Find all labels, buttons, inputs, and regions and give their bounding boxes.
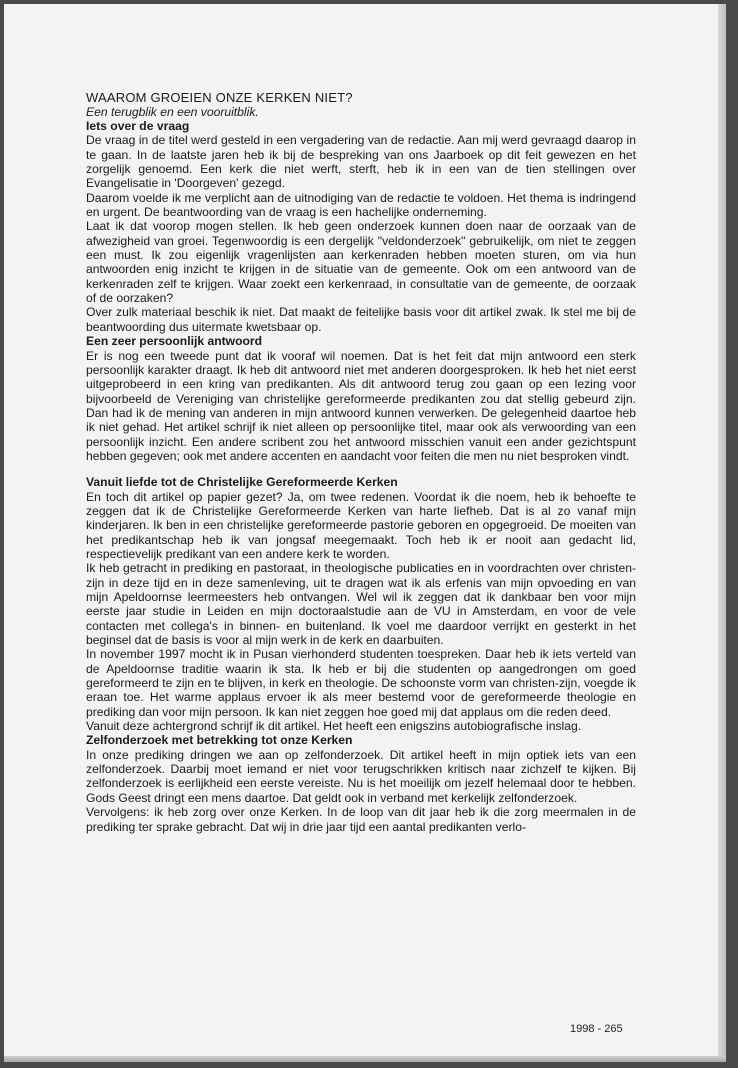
section-3 [86, 475, 636, 733]
paragraph: Laat ik dat voorop mogen stellen. Ik heb geen onderzoek kunnen doen naar de oorzaak van de afwezigheid van groei. Tegenwoordig is een dergelijk "veldonderzoek" gebruikelijk, om niet te zeggen een must. Ik zou eigenlijk vragenlijsten aan kerkenraden hebben moeten sturen, om via hun antwoorden enig inzicht te krijgen in de situatie van de gemeente. Ook om een antwoord van de kerkenraden zelf te krijgen. Waar zoekt een kerkenraad, in consultatie van de gemeente, de oorzaak of de oorzaken? [86, 219, 636, 306]
section-heading: Zelfonderzoek met betrekking tot onze Kerken [86, 733, 353, 748]
section-1 [86, 119, 636, 334]
paragraph: De vraag in de titel werd gesteld in een vergadering van de redactie. Aan mij werd gevraagd daarop in te gaan. In de laatste jaren heb ik bij de bespreking van ons Jaarboek op dit feit gewezen en het zorgelijk genoemd. Een kerk die niet werft, sterft, heb ik in een van de tien stellingen over Evangelisatie in 'Doorgeven' gezegd. [86, 133, 636, 191]
paragraph: Ik heb getracht in prediking en pastoraat, in theologische publicaties en in voordrachten over christen-zijn in deze tijd en in deze samenleving, uit te dragen wat ik als erfenis van mijn opvoeding en van mijn Apeldoornse leermeesters heb ontvangen. Wel wil ik zeggen dat ik dankbaar ben voor mijn eerste jaar studie in Leiden en mijn doctoraalstudie aan de VU in Amsterdam, en voor de vele contacten met collega's in binnen- en buitenland. Ik voel me daardoor verrijkt en gesterkt in het beginsel dat de basis is voor al mijn werk in de kerk en daarbuiten. [86, 561, 636, 648]
document-page [4, 4, 726, 1062]
article-body [86, 90, 636, 834]
section-heading: Iets over de vraag [86, 119, 190, 133]
paragraph: Over zulk materiaal beschik ik niet. Dat maakt de feitelijke basis voor dit artikel zwak. Ik stel me bij de beantwoording dus uitermate kwetsbaar op. [86, 305, 636, 334]
paragraph: In onze prediking dringen we aan op zelfonderzoek. Dit artikel heeft in mijn optiek iets van een zelfonderzoek. Daarbij moet iemand er niet voor terugschrikken kritisch naar zichzelf te kijken. Bij zelfonderzoek is eerlijkheid een eerste vereiste. Nu is het moeilijk om jezelf helemaal door te hebben. Gods Geest dringt een mens daartoe. Dat geldt ook in verband met kerkelijk zelfonderzoek. [86, 747, 636, 805]
article-subtitle: Een terugblik en een vooruitblik. [86, 105, 259, 119]
paragraph: Vanuit deze achtergrond schrijf ik dit artikel. Het heeft een enigszins autobiografische inslag. [86, 719, 582, 734]
section-2 [86, 334, 636, 463]
section-heading: Een zeer persoonlijk antwoord [86, 334, 263, 349]
paragraph: In november 1997 mocht ik in Pusan vierhonderd studenten toespreken. Daar heb ik iets verteld van de Apeldoornse traditie waarin ik sta. Ik heb er bij die studenten op aangedrongen om goed gereformeerd te zijn en te blijven, in kerk en theologie. De schoonste vorm van christen-zijn, voegde ik eraan toe. Het warme applaus ervoer ik als meer bestemd voor de gereformeerde theologie en prediking dan voor mijn persoon. Ik kan niet zeggen hoe goed mij dat applaus om die reden deed. [86, 647, 636, 719]
page-number: 1998 - 265 [570, 1023, 623, 1035]
page-edge-right [718, 4, 726, 1062]
paragraph: Vervolgens: ik heb zorg over onze Kerken. In de loop van dit jaar heb ik die zorg meermalen in de prediking ter sprake gebracht. Dat wij in drie jaar tijd een aantal predikanten verlo- [86, 805, 636, 834]
page-edge-bottom [4, 1056, 726, 1062]
section-4 [86, 733, 636, 833]
article-title: WAAROM GROEIEN ONZE KERKEN NIET? [86, 90, 353, 105]
paragraph: Er is nog een tweede punt dat ik vooraf wil noemen. Dat is het feit dat mijn antwoord een sterk persoonlijk karakter draagt. Ik heb dit antwoord niet met anderen doorgesproken. Ik heb het niet eerst uitgeprobeerd in een kring van predikanten. Als dit antwoord terug zou gaan op een lezing voor bijvoorbeeld de Vereniging van christelijke gereformeerde predikanten zou dat stellig gebeurd zijn. Dan had ik de mening van anderen in mijn antwoord kunnen verwerken. De gelegenheid daartoe heb ik niet gehad. Het artikel schrijf ik niet alleen op persoonlijke titel, maar ook als verwoording van een persoonlijk inzicht. Een andere scribent zou het antwoord misschien vanuit een ander gezichtspunt hebben gegeven; ook met andere accenten en aandacht voor feiten die men nu niet besproken vindt. [86, 348, 636, 463]
paragraph: En toch dit artikel op papier gezet? Ja, om twee redenen. Voordat ik die noem, heb ik behoefte te zeggen dat ik de Christelijke Gereformeerde Kerken van harte liefheb. Dat is al zo vanaf mijn kinderjaren. Ik ben in een christelijke gereformeerde pastorie geboren en opgegroeid. De moeiten van het predikantschap heb ik van jongsaf meegemaakt. Toch heb ik er nooit aan gedacht lid, respectievelijk predikant van een andere kerk te worden. [86, 489, 636, 561]
paragraph: Daarom voelde ik me verplicht aan de uitnodiging van de redactie te voldoen. Het thema is indringend en urgent. De beantwoording van de vraag is een hachelijke onderneming. [86, 190, 636, 220]
section-heading: Vanuit liefde tot de Christelijke Gereformeerde Kerken [86, 475, 398, 490]
